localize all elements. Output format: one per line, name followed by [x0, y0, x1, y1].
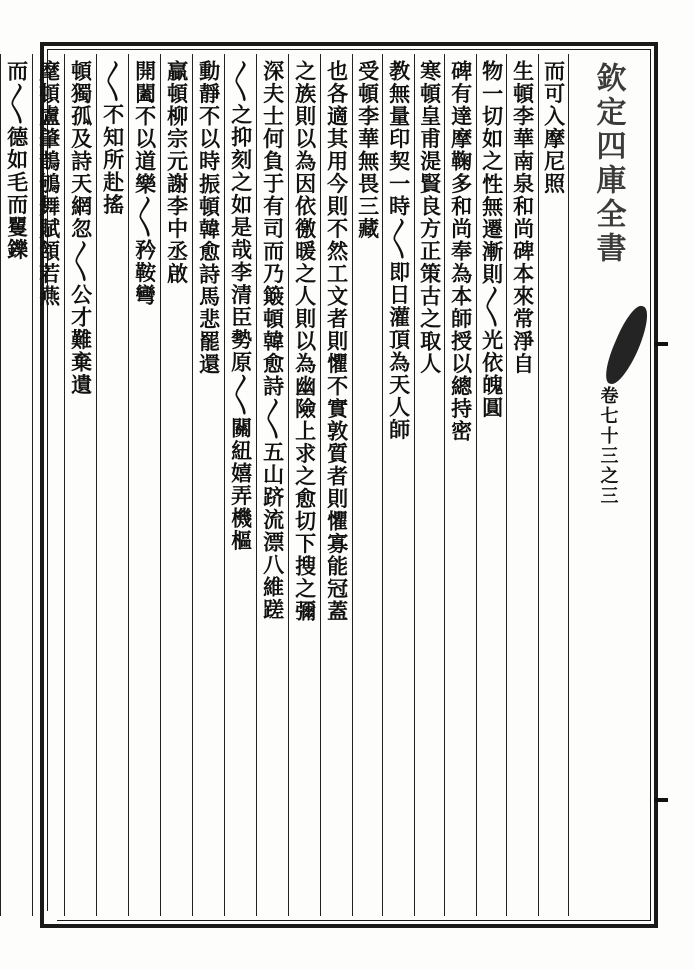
column-text: 〳〵不知所赴搖: [100, 60, 126, 216]
text-column-14: [128, 54, 160, 916]
page-frame-inner: [4, 49, 651, 921]
column-text-cont: 李清臣勢原〳〵關紐嬉弄機樞: [228, 261, 254, 552]
column-text: 動靜不以時: [196, 60, 222, 173]
text-column-17: [32, 54, 64, 916]
column-text-cont: 樂〳〵矜鞍彎: [132, 172, 158, 306]
text-column-12: [192, 54, 224, 916]
column-text: 贏頓柳宗元謝李中丞啟: [164, 60, 190, 285]
column-text: 而可入摩尼照: [541, 60, 567, 195]
column-text: 開闔不以道: [132, 60, 158, 173]
text-column-18: [0, 54, 32, 916]
text-column-1: [538, 54, 568, 916]
column-text: 之族則以為因依徼暖之人則以為幽險上求之愈切下搜之彌: [292, 60, 318, 623]
text-column-10: [256, 54, 288, 916]
column-text: 生頓李華南泉和尚碑本來常淨自: [510, 60, 536, 375]
text-column-6: [382, 54, 414, 916]
text-column-3: [476, 54, 506, 916]
text-column-5: [414, 54, 444, 916]
text-column-15: [96, 54, 128, 916]
text-column-7: [352, 54, 382, 916]
text-columns: [4, 54, 646, 916]
text-column-4: [444, 54, 476, 916]
volume-marker: 卷七十三之三: [597, 386, 619, 506]
frame-tick-lower: [654, 798, 668, 802]
column-text-cont: 性無遷漸則〳〵光依魄圓: [479, 172, 505, 419]
column-text: 頓獨孤及詩天網忽: [68, 60, 94, 240]
text-column-8: [320, 54, 352, 916]
column-text-cont: 振頓韓愈詩馬悲罷還: [196, 172, 222, 375]
column-text: 〳〵之抑刻之如是哉: [228, 60, 254, 261]
column-text: 也各適其用今則不然工文者則懼不實敦質者則懼寡能冠蓋: [324, 60, 350, 623]
text-column-11: [224, 54, 256, 916]
book-title: 欽定四庫全書: [590, 62, 626, 266]
text-column-16: [64, 54, 96, 916]
column-text: 深夫士何負于有司而乃: [260, 60, 286, 285]
frame-tick-upper: [654, 342, 668, 346]
column-text: 麾頓盧肇鵲鴝舞賦頷若燕: [36, 60, 62, 308]
column-text: 碑有達摩鞠多和尚奉為本師授以總持密: [448, 60, 474, 443]
ink-smear-mark: [598, 305, 656, 385]
column-text-cont: 〳〵公才難棄遺: [68, 240, 94, 396]
column-text: 受頓李華無畏三藏: [355, 60, 381, 240]
book-title-column: [568, 54, 646, 916]
column-text: 教無量印契一時〳〵即日灌頂為天人師: [386, 60, 412, 441]
column-text: 物一切如之: [479, 60, 505, 173]
column-text: 寒頓皇甫湜賢良方正策古之取人: [417, 60, 443, 375]
column-text: 而〳〵德如毛而矍鑠: [4, 60, 30, 261]
text-column-2: [506, 54, 538, 916]
text-column-13: [160, 54, 192, 916]
column-text-cont: 簸頓韓愈詩〳〵五山跻流漂八維蹉: [260, 285, 286, 621]
page-frame-outer: [4, 42, 658, 928]
text-column-9: [288, 54, 320, 916]
corner-mark: [47, 911, 57, 921]
